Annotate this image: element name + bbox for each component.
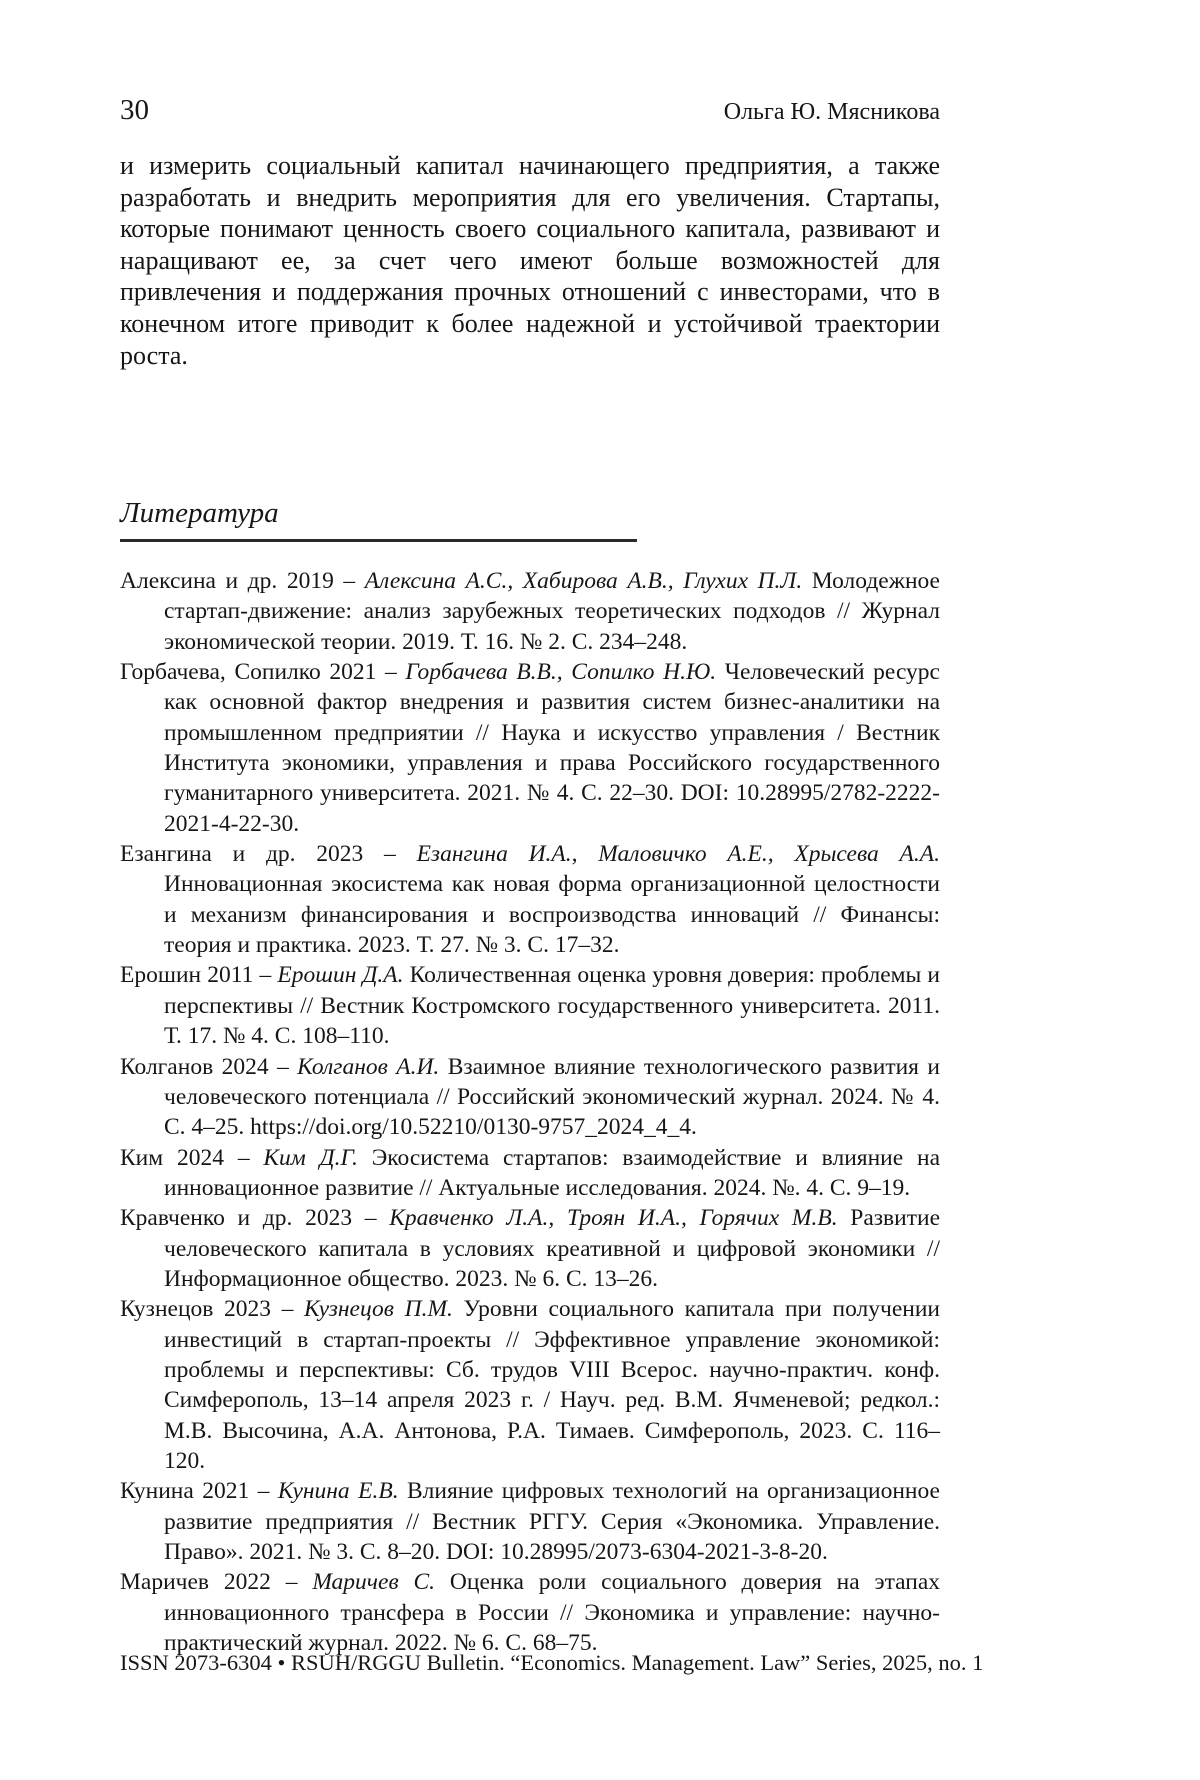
page-footer: ISSN 2073-6304 • RSUH/RGGU Bulletin. “Economics. Management. Law” Series, 2025, no. 1 [120,1650,984,1675]
reference-item [120,1294,940,1476]
reference-authors: Кунина Е.В. [277,1478,399,1505]
reference-item [120,839,940,960]
reference-label: Кунина 2021 – [120,1478,278,1505]
reference-label: Кузнецов 2023 – [120,1296,305,1323]
reference-item [120,1476,940,1567]
running-head-author: Ольга Ю. Мясникова [723,99,940,125]
reference-text: Влияние цифровых технологий на организационное развитие предприятия // Вестник РГГУ. Серия «Экономика. Управление. Право». 2021. № 3. С. 8–20. DOI: 10.28995/2073-6304-2021-3-8-20. [164,1478,940,1565]
page-number: 30 [120,94,149,126]
reference-authors: Езангина И.А., Маловичко А.Е., Хрысева А.А. [416,841,940,868]
reference-authors: Горбачева В.В., Сопилко Н.Ю. [405,659,717,686]
reference-item [120,1143,940,1204]
reference-label: Маричев 2022 – [120,1569,313,1596]
reference-label: Горбачева, Сопилко 2021 – [120,659,406,686]
reference-item [120,960,940,1051]
section-heading: Литература [120,497,279,529]
reference-text: Человеческий ресурс как основной фактор внедрения и развития систем бизнес-аналитики на промышленном предприятии // Наука и искусство управления / Вестник Института экономики, управления и права Российского государственного гуманитарного университета. 2021. № 4. С. 22–30. DOI: 10.28995/2782-2222-2021-4-22-30. [164,659,940,837]
reference-label: Алексина и др. 2019 – [120,568,365,594]
reference-label: Кравченко и др. 2023 – [120,1205,390,1232]
heading-rule [120,539,637,542]
reference-authors: Колганов А.И. [297,1053,440,1080]
reference-item [120,657,940,839]
reference-label: Ерошин 2011 – [120,962,278,989]
reference-authors: Маричев С. [312,1569,436,1596]
reference-item [120,566,940,657]
reference-text: Экосистема стартапов: взаимодействие и влияние на инновационное развитие // Актуальные исследования. 2024. №. 4. С. 9–19. [164,1144,941,1201]
reference-text: Молодежное стартап-движение: анализ зарубежных теоретических подходов // Журнал экономической теории. 2019. Т. 16. № 2. С. 234–248. [164,568,940,655]
reference-label: Езангина и др. 2023 – [120,841,417,868]
reference-text: Развитие человеческого капитала в условиях креативной и цифровой экономики // Информационное общество. 2023. № 6. С. 13–26. [164,1205,940,1292]
reference-authors: Кравченко Л.А., Троян И.А., Горячих М.В. [389,1205,838,1232]
reference-text: Уровни социального капитала при получении инвестиций в стартап-проекты // Эффективное управление экономикой: проблемы и перспективы: Сб. трудов VIII Всерос. научно-практич. конф. Симферополь, 13–14 апреля 2023 г. / Науч. ред. В.М. Ячменевой; редкол.: М.В. Высочина, А.А. Антонова, Р.А. Тимаев. Симферополь, 2023. С. 116–120. [164,1296,940,1474]
page-header [120,94,940,127]
reference-authors: Ким Д.Г. [263,1144,358,1171]
reference-authors: Кузнецов П.М. [304,1296,453,1323]
reference-authors: Ерошин Д.А. [277,962,404,989]
reference-text: Взаимное влияние технологического развития и человеческого потенциала // Российский экономический журнал. 2024. № 4. С. 4–25. https://doi.org/10.52210/0130-9757_2024_4_4. [164,1053,940,1141]
reference-authors: Алексина А.С., Хабирова А.В., Глухих П.Л. [364,568,803,594]
body-paragraph: и измерить социальный капитал начинающего предприятия, а также разработать и внедрить мероприятия для его увеличения. Стартапы, которые понимают ценность своего социального капитала, развивают и наращивают ее, за счет чего имеют больше возможностей для привлечения и поддержания прочных отношений с инвесторами, что в конечном итоге приводит к более надежной и устойчивой траектории роста. [120,151,940,370]
reference-item [120,1203,940,1294]
reference-list [120,566,940,1658]
reference-text: Инновационная экосистема как новая форма организационной целостности и механизм финансирования и воспроизводства инноваций // Финансы: теория и практика. 2023. Т. 27. № 3. С. 17–32. [164,871,940,959]
reference-text: Количественная оценка уровня доверия: проблемы и перспективы // Вестник Костромского государственного университета. 2011. Т. 17. № 4. С. 108–110. [164,962,940,1050]
reference-text: Оценка роли социального доверия на этапах инновационного трансфера в России // Экономика и управление: научно-практический журнал. 2022. № 6. С. 68–75. [164,1569,941,1657]
reference-label: Ким 2024 – [120,1144,264,1171]
reference-item [120,1052,940,1143]
reference-label: Колганов 2024 – [120,1053,298,1080]
reference-item [120,1567,940,1658]
